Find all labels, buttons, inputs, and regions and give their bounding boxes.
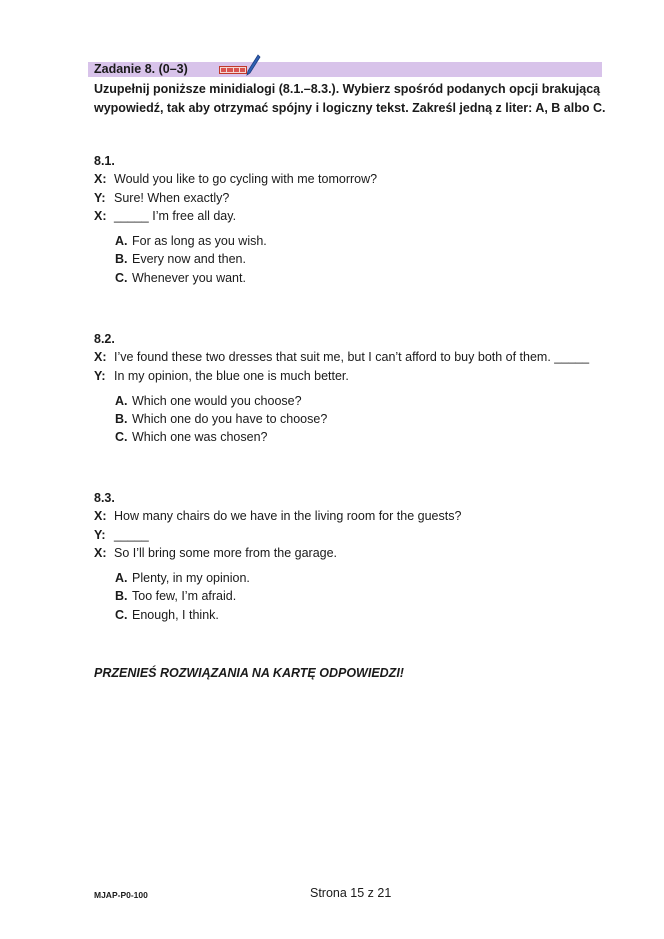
pen-icon: [245, 54, 261, 76]
option-a[interactable]: A. Plenty, in my opinion.: [115, 571, 250, 586]
question-number: 8.3.: [94, 491, 115, 505]
dialogue-line: X: I’ve found these two dresses that suit me, but I can’t afford to buy both of them. _____: [94, 350, 590, 365]
question-8-3: [94, 489, 461, 624]
option-a[interactable]: A. Which one would you choose?: [115, 393, 302, 408]
dialogue-line: X: _____ I’m free all day.: [94, 208, 237, 223]
skill-badge-icon: [219, 66, 247, 74]
dialogue-line: X: So I’ll bring some more from the garage.: [94, 545, 338, 560]
exam-code: MJAP-P0-100: [94, 890, 148, 900]
question-8-1: [94, 152, 377, 287]
option-c[interactable]: C. Enough, I think.: [115, 607, 219, 622]
option-c[interactable]: C. Whenever you want.: [115, 270, 246, 285]
option-a[interactable]: A. For as long as you wish.: [115, 234, 267, 249]
dialogue-line: X: Would you like to go cycling with me tomorrow?: [94, 172, 378, 187]
question-number: 8.1.: [94, 154, 115, 168]
dialogue-line: Y: _____: [94, 527, 149, 542]
page-number: Strona 15 z 21: [310, 886, 392, 900]
task-instruction: Uzupełnij poniższe minidialogi (8.1.–8.3.). Wybierz spośród podanych opcji brakującą wypowiedź, tak aby otrzymać spójny i logiczny tekst. Zakreśl jedną z liter: A, B albo C.: [94, 82, 606, 115]
transfer-note: PRZENIEŚ ROZWIĄZANIA NA KARTĘ ODPOWIEDZI!: [94, 666, 404, 680]
dialogue-line: Y: Sure! When exactly?: [94, 190, 230, 205]
option-b[interactable]: B. Too few, I’m afraid.: [115, 589, 237, 604]
question-number: 8.2.: [94, 332, 115, 346]
option-b[interactable]: B. Which one do you have to choose?: [115, 412, 328, 427]
option-c[interactable]: C. Which one was chosen?: [115, 430, 268, 445]
task-title: Zadanie 8. (0–3): [94, 62, 188, 76]
question-8-2: [94, 330, 589, 447]
option-b[interactable]: B. Every now and then.: [115, 252, 246, 267]
dialogue-line: Y: In my opinion, the blue one is much better.: [94, 368, 349, 383]
dialogue-line: X: How many chairs do we have in the living room for the guests?: [94, 509, 462, 524]
